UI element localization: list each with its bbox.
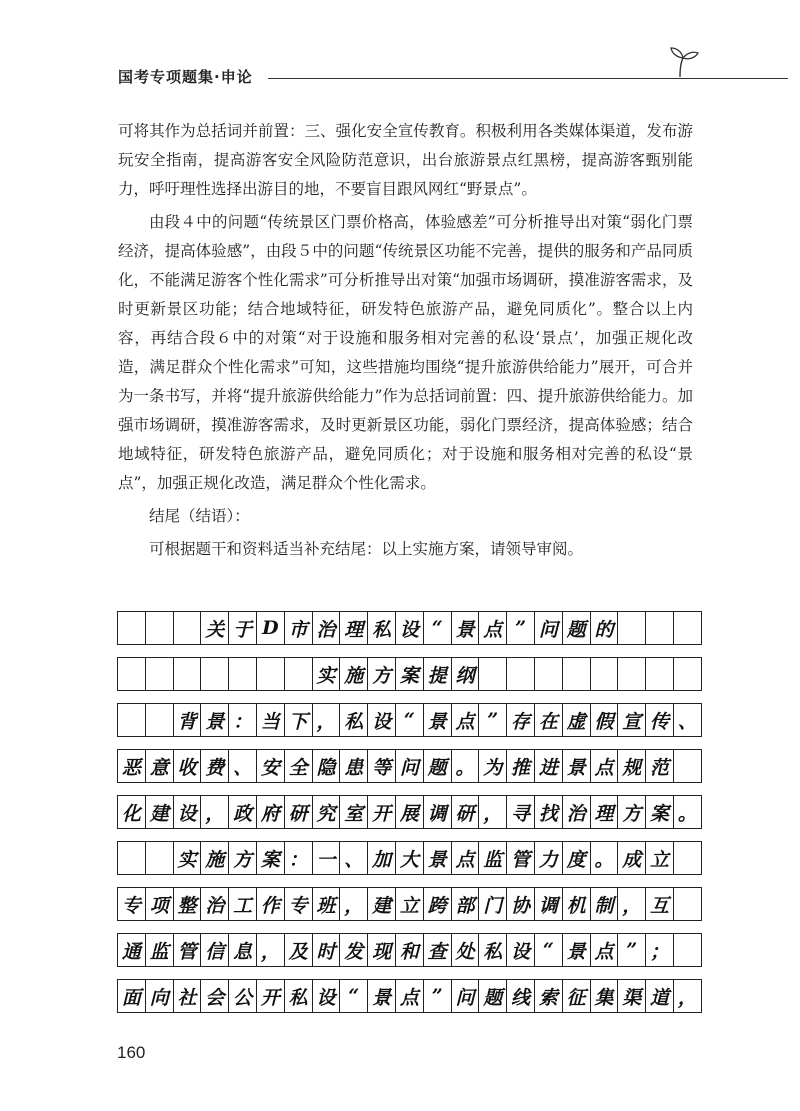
grid-cell: 建 <box>145 795 174 829</box>
grid-cell: 成 <box>617 841 646 875</box>
grid-cell: 理 <box>590 795 619 829</box>
grid-cell: “ <box>534 933 563 967</box>
grid-cell: 景 <box>451 611 480 645</box>
body-text <box>118 117 693 564</box>
grid-cell: 全 <box>284 749 313 783</box>
grid-cell: 点 <box>590 749 619 783</box>
grid-cell: 度 <box>562 841 591 875</box>
grid-cell: 虚 <box>562 703 591 737</box>
grid-cell: 宣 <box>617 703 646 737</box>
grid-cell <box>673 933 702 967</box>
grid-cell <box>590 657 619 691</box>
grid-cell: 项 <box>145 887 174 921</box>
grid-cell: 推 <box>506 749 535 783</box>
grid-cell: 部 <box>451 887 480 921</box>
grid-cell <box>617 657 646 691</box>
grid-cell: 设 <box>395 611 424 645</box>
grid-cell: 关 <box>200 611 229 645</box>
grid-cell <box>673 657 702 691</box>
grid-cell: 方 <box>228 841 257 875</box>
grid-cell: 整 <box>173 887 202 921</box>
grid-cell: 题 <box>478 979 507 1013</box>
grid-cell: ， <box>478 795 507 829</box>
grid-cell <box>645 657 674 691</box>
grid-cell: 专 <box>284 887 313 921</box>
grid-cell <box>117 703 146 737</box>
grid-row <box>117 887 702 921</box>
grid-cell: 于 <box>228 611 257 645</box>
grid-cell: 私 <box>367 611 396 645</box>
grid-cell: 方 <box>617 795 646 829</box>
grid-cell <box>478 657 507 691</box>
grid-cell <box>117 841 146 875</box>
grid-cell: 制 <box>590 887 619 921</box>
grid-cell: 息 <box>228 933 257 967</box>
grid-cell: D <box>256 611 285 645</box>
grid-cell: 恶 <box>117 749 146 783</box>
grid-cell <box>145 703 174 737</box>
grid-cell: 面 <box>117 979 146 1013</box>
grid-cell: 设 <box>367 703 396 737</box>
grid-cell: ， <box>312 703 341 737</box>
grid-cell: 找 <box>534 795 563 829</box>
grid-cell: 景 <box>562 749 591 783</box>
grid-cell: 监 <box>145 933 174 967</box>
grid-cell: ” <box>423 979 452 1013</box>
grid-cell <box>506 657 535 691</box>
paragraph: 可根据题干和资料适当补充结尾：以上实施方案，请领导审阅。 <box>149 540 584 558</box>
grid-row <box>117 703 702 737</box>
grid-cell: ， <box>673 979 702 1013</box>
grid-cell: 为 <box>478 749 507 783</box>
grid-cell <box>200 657 229 691</box>
grid-cell: 问 <box>395 749 424 783</box>
grid-cell: 处 <box>451 933 480 967</box>
grid-cell: 治 <box>200 887 229 921</box>
grid-cell: 方 <box>367 657 396 691</box>
grid-cell: 实 <box>312 657 341 691</box>
grid-cell: 意 <box>145 749 174 783</box>
grid-cell: 及 <box>284 933 313 967</box>
grid-cell: 施 <box>200 841 229 875</box>
sprout-icon <box>666 44 700 78</box>
grid-cell: 专 <box>117 887 146 921</box>
grid-cell: 问 <box>534 611 563 645</box>
grid-cell: 集 <box>590 979 619 1013</box>
grid-cell <box>534 657 563 691</box>
grid-cell: ， <box>617 887 646 921</box>
grid-cell: 寻 <box>506 795 535 829</box>
grid-cell: 隐 <box>312 749 341 783</box>
grid-cell: 设 <box>173 795 202 829</box>
grid-cell: 管 <box>506 841 535 875</box>
grid-cell: 在 <box>534 703 563 737</box>
grid-cell: 景 <box>423 703 452 737</box>
grid-cell <box>173 657 202 691</box>
header-title: 国考专项题集·申论 <box>118 68 253 86</box>
grid-cell: 展 <box>395 795 424 829</box>
grid-cell: 道 <box>645 979 674 1013</box>
grid-cell: 管 <box>173 933 202 967</box>
grid-cell: 进 <box>534 749 563 783</box>
grid-cell: 。 <box>590 841 619 875</box>
grid-cell: 协 <box>506 887 535 921</box>
grid-cell: 理 <box>339 611 368 645</box>
grid-cell: 向 <box>145 979 174 1013</box>
grid-cell: 案 <box>395 657 424 691</box>
grid-cell: 室 <box>339 795 368 829</box>
grid-cell: 点 <box>451 841 480 875</box>
grid-cell <box>673 887 702 921</box>
grid-cell <box>673 841 702 875</box>
grid-cell <box>117 611 146 645</box>
grid-cell: 、 <box>228 749 257 783</box>
header-rule <box>268 78 788 79</box>
grid-cell: 班 <box>312 887 341 921</box>
grid-cell: 通 <box>117 933 146 967</box>
grid-cell: 立 <box>395 887 424 921</box>
grid-cell: 工 <box>228 887 257 921</box>
grid-row <box>117 933 702 967</box>
grid-cell: 开 <box>367 795 396 829</box>
grid-cell: 题 <box>562 611 591 645</box>
grid-row <box>117 749 702 783</box>
grid-cell: “ <box>395 703 424 737</box>
grid-cell: 景 <box>562 933 591 967</box>
grid-row <box>117 657 702 691</box>
grid-cell: 政 <box>228 795 257 829</box>
grid-cell: 背 <box>173 703 202 737</box>
grid-cell: 范 <box>645 749 674 783</box>
grid-cell: 、 <box>339 841 368 875</box>
grid-cell: 治 <box>562 795 591 829</box>
grid-cell: 监 <box>478 841 507 875</box>
grid-cell: ” <box>506 611 535 645</box>
grid-cell: 索 <box>534 979 563 1013</box>
grid-cell: 一 <box>312 841 341 875</box>
grid-cell: ， <box>339 887 368 921</box>
answer-grid <box>117 611 702 1025</box>
grid-cell: 大 <box>395 841 424 875</box>
grid-cell: 治 <box>312 611 341 645</box>
grid-cell: 收 <box>173 749 202 783</box>
grid-row <box>117 611 702 645</box>
grid-row <box>117 841 702 875</box>
grid-cell: 点 <box>451 703 480 737</box>
grid-cell: 设 <box>312 979 341 1013</box>
grid-cell: 当 <box>256 703 285 737</box>
grid-cell: 时 <box>312 933 341 967</box>
grid-cell: 力 <box>534 841 563 875</box>
grid-cell: 点 <box>395 979 424 1013</box>
grid-cell: 加 <box>367 841 396 875</box>
grid-cell: 设 <box>506 933 535 967</box>
grid-cell: 景 <box>423 841 452 875</box>
grid-cell: ” <box>617 933 646 967</box>
grid-cell: 费 <box>200 749 229 783</box>
grid-cell: 下 <box>284 703 313 737</box>
grid-cell <box>673 611 702 645</box>
grid-cell: ； <box>645 933 674 967</box>
grid-cell: 开 <box>256 979 285 1013</box>
grid-cell: 景 <box>200 703 229 737</box>
grid-cell: 调 <box>423 795 452 829</box>
grid-cell: ， <box>200 795 229 829</box>
grid-cell: 的 <box>590 611 619 645</box>
grid-cell: “ <box>339 979 368 1013</box>
grid-cell: 市 <box>284 611 313 645</box>
grid-cell: 案 <box>645 795 674 829</box>
grid-cell: 点 <box>590 933 619 967</box>
grid-cell: 假 <box>590 703 619 737</box>
grid-cell <box>117 657 146 691</box>
grid-cell: 调 <box>534 887 563 921</box>
grid-cell: 安 <box>256 749 285 783</box>
grid-row <box>117 795 702 829</box>
grid-cell: 渠 <box>617 979 646 1013</box>
grid-cell: 社 <box>173 979 202 1013</box>
grid-cell: 机 <box>562 887 591 921</box>
grid-cell: 化 <box>117 795 146 829</box>
grid-cell: ： <box>228 703 257 737</box>
grid-cell: 。 <box>673 795 702 829</box>
grid-cell: 。 <box>451 749 480 783</box>
grid-cell: 现 <box>367 933 396 967</box>
grid-cell: 互 <box>645 887 674 921</box>
grid-cell: ， <box>256 933 285 967</box>
grid-cell: 信 <box>200 933 229 967</box>
grid-cell: 研 <box>451 795 480 829</box>
grid-cell <box>145 611 174 645</box>
grid-cell: 会 <box>200 979 229 1013</box>
grid-cell: 景 <box>367 979 396 1013</box>
grid-cell: ” <box>478 703 507 737</box>
grid-cell: 立 <box>645 841 674 875</box>
grid-cell: 建 <box>367 887 396 921</box>
grid-cell: 、 <box>673 703 702 737</box>
grid-cell: ： <box>284 841 313 875</box>
paragraph: 由段４中的问题“传统景区门票价格高，体验感差”可分析推导出对策“弱化门票经济，提高体验感”，由段５中的问题“传统景区功能不完善，提供的服务和产品同质化，不能满足游客个性化需求”可分析推导出对策“加强市场调研，摸准游客需求，及时更新景区功能；结合地域特征，研发特色旅游产品，避免同质化”。整合以上内容，再结合段６中的对策“对于设施和服务相对完善的私设‘景点’，加强正规化改造，满足群众个性化需求”可知，这些措施均围绕“提升旅游供给能力”展开，可合并为一条书写，并将“提升旅游供给能力”作为总括词前置：四、提升旅游供给能力。加强市场调研，摸准游客需求，及时更新景区功能，弱化门票经济，提高体验感；结合地域特征，研发特色旅游产品，避免同质化；对于设施和服务相对完善的私设“景点”，加强正规化改造，满足群众个性化需求。 <box>118 213 693 492</box>
page-number: 160 <box>117 1043 146 1062</box>
grid-cell: 线 <box>506 979 535 1013</box>
grid-cell: 府 <box>256 795 285 829</box>
grid-cell <box>256 657 285 691</box>
grid-cell: 私 <box>478 933 507 967</box>
grid-cell <box>617 611 646 645</box>
grid-cell: 私 <box>284 979 313 1013</box>
grid-cell: 门 <box>478 887 507 921</box>
grid-cell: 施 <box>339 657 368 691</box>
grid-cell: 发 <box>339 933 368 967</box>
grid-cell <box>284 657 313 691</box>
grid-cell: 和 <box>395 933 424 967</box>
grid-cell: 公 <box>228 979 257 1013</box>
paragraph: 结尾（结语）： <box>149 507 250 525</box>
grid-cell: 传 <box>645 703 674 737</box>
grid-cell: 点 <box>478 611 507 645</box>
grid-cell: 案 <box>256 841 285 875</box>
grid-cell: 规 <box>617 749 646 783</box>
grid-cell: 作 <box>256 887 285 921</box>
grid-cell: “ <box>423 611 452 645</box>
grid-cell <box>645 611 674 645</box>
grid-cell: 患 <box>339 749 368 783</box>
grid-cell <box>562 657 591 691</box>
grid-cell: 存 <box>506 703 535 737</box>
grid-row <box>117 979 702 1013</box>
grid-cell <box>673 749 702 783</box>
grid-cell: 实 <box>173 841 202 875</box>
grid-cell: 跨 <box>423 887 452 921</box>
grid-cell: 提 <box>423 657 452 691</box>
grid-cell: 私 <box>339 703 368 737</box>
grid-cell <box>228 657 257 691</box>
grid-cell <box>173 611 202 645</box>
grid-cell: 征 <box>562 979 591 1013</box>
grid-cell: 纲 <box>451 657 480 691</box>
paragraph: 可将其作为总括词并前置：三、强化安全宣传教育。积极利用各类媒体渠道，发布游玩安全指南，提高游客安全风险防范意识，出台旅游景点红黑榜，提高游客甄别能力，呼吁理性选择出游目的地，不要盲目跟风网红“野景点”。 <box>118 122 693 198</box>
grid-cell: 查 <box>423 933 452 967</box>
grid-cell: 题 <box>423 749 452 783</box>
grid-cell <box>145 841 174 875</box>
running-header <box>118 60 718 92</box>
grid-cell: 问 <box>451 979 480 1013</box>
grid-cell: 等 <box>367 749 396 783</box>
grid-cell: 研 <box>284 795 313 829</box>
grid-cell: 究 <box>312 795 341 829</box>
grid-cell <box>145 657 174 691</box>
